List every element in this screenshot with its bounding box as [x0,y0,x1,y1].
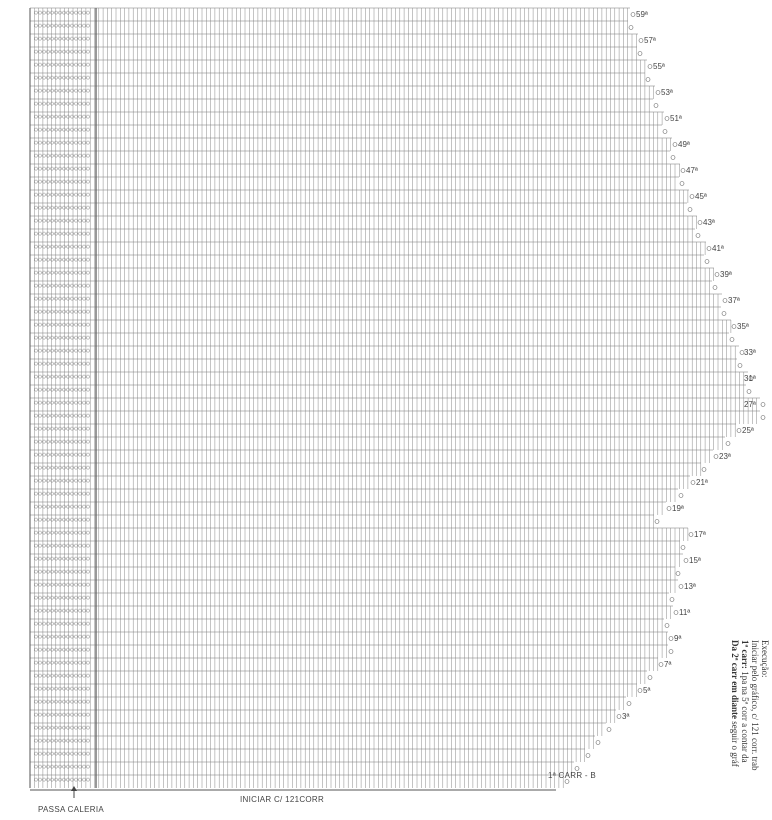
passa-label: PASSA CALERIA [38,805,105,814]
row-label: 51ª [670,114,682,123]
edge-loop [681,169,685,173]
grid-row-stitches [30,164,679,177]
grid-row-stitches [30,255,701,268]
row-label: 45ª [695,192,707,201]
edge-loop [659,663,663,667]
first-row-label: 1ª CARR - B [548,771,597,780]
chart-grid [30,8,760,788]
edge-loop [669,650,673,654]
row-label: 33ª [744,348,756,357]
grid-row-stitches [30,190,688,203]
grid-row-stitches [30,502,662,515]
row-label: 17ª [694,530,706,539]
grid-row-stitches [30,593,666,606]
edge-loop [648,65,652,69]
grid-row-stitches [30,632,666,645]
edge-loop [738,364,742,368]
edge-loop [722,312,726,316]
grid-row-stitches [30,151,666,164]
edge-loop [646,78,650,82]
row-labels [622,10,756,721]
row-label: 35ª [737,322,749,331]
arrow-head-icon [71,786,77,791]
grid-row-stitches [30,34,636,47]
grid-row-stitches [30,580,675,593]
row-label: 37ª [728,296,740,305]
start-label: INICIAR C/ 121CORR [240,795,325,804]
row-label: 31ª [744,374,756,383]
grid-row-stitches [30,73,645,86]
grid-row-stitches [30,268,714,281]
row-label: 39ª [720,270,732,279]
edge-loop [698,221,702,225]
row-label: 7ª [664,660,672,669]
grid-row-stitches [30,450,709,463]
grid-row-stitches [30,437,722,450]
edge-loop [586,754,590,758]
edge-loop [696,234,700,238]
grid-row-stitches [30,320,731,333]
edge-loop [654,104,658,108]
edge-loop [655,520,659,524]
row-label: 59ª [636,10,648,19]
grid-row-stitches [30,60,645,73]
grid-row-stitches [30,489,675,502]
edge-loop [627,702,631,706]
row-label: 19ª [672,504,684,513]
grid-row-stitches [30,762,572,775]
edge-loop [656,91,660,95]
grid-row-stitches [30,125,658,138]
edge-loop [676,572,680,576]
grid-row-stitches [30,281,709,294]
edge-loop [680,182,684,186]
grid-row-stitches [30,177,675,190]
grid-row-stitches [30,359,735,372]
grid-row-stitches [30,398,757,411]
chart-bottom-labels [30,771,596,814]
grid-row-stitches [30,554,679,567]
edge-loop [674,611,678,615]
grid-row-stitches [30,645,666,658]
grid-row-stitches [30,411,757,424]
grid-row-stitches [30,138,671,151]
edge-loop [732,325,736,329]
grid-row-stitches [30,749,585,762]
grid-row-stitches [30,723,602,736]
row-label: 21ª [696,478,708,487]
edge-loop [679,585,683,589]
edge-loop [671,156,675,160]
edge-loop [726,442,730,446]
row-label: 27ª [744,400,756,409]
edge-loop [761,416,765,420]
edge-loop [688,208,692,212]
row-label: 43ª [703,218,715,227]
edge-loop [702,468,706,472]
edge-loop [607,728,611,732]
grid-row-stitches [30,424,735,437]
grid-row-stitches [30,567,675,580]
row-label: 3ª [622,712,630,721]
edge-loop [691,481,695,485]
edge-loop [596,741,600,745]
grid-row-stitches [30,671,645,684]
row-label: 9ª [674,634,682,643]
row-label: 13ª [684,582,696,591]
grid-row-stitches [30,203,684,216]
row-label: 25ª [742,426,754,435]
instructions-text [730,640,772,820]
instructions-line-2: 1ª carr: 1pa na 5ª corr a contar da [740,640,750,763]
grid-row-stitches [30,99,649,112]
grid-row-stitches [30,515,654,528]
row-label: 49ª [678,140,690,149]
grid-row-stitches [30,229,692,242]
edge-loop [713,286,717,290]
edge-loop [638,689,642,693]
edge-loop [747,390,751,394]
grid-row-stitches [30,47,636,60]
grid-row-stitches [30,112,662,125]
edge-loop [705,260,709,264]
edge-loop [679,494,683,498]
instructions-heading: Execução: [760,640,770,678]
edge-loop [723,299,727,303]
edge-loop [631,13,635,17]
edge-loop [707,247,711,251]
row-label: 23ª [719,452,731,461]
grid-row-stitches [30,710,615,723]
row-label: 53ª [661,88,673,97]
edge-loop [565,780,569,784]
grid-row-stitches [30,307,718,320]
edge-loop [669,637,673,641]
edge-loop [684,559,688,563]
grid-row-stitches [30,736,593,749]
grid-row-stitches [30,8,628,21]
row-label: 5ª [643,686,651,695]
edge-loop [673,143,677,147]
grid-row-stitches [30,463,701,476]
edge-loop [638,52,642,56]
edge-loop [639,39,643,43]
edge-loop [648,676,652,680]
grid-row-stitches [30,242,705,255]
row-label: 57ª [644,36,656,45]
edge-loop [629,26,633,30]
grid-row-stitches [30,216,697,229]
grid-row-stitches [30,346,735,359]
edge-loop [665,624,669,628]
grid-row-stitches [30,541,679,554]
edge-loop [689,533,693,537]
grid-row-stitches [30,606,671,619]
edge-loop [663,130,667,134]
grid-row-stitches [30,684,636,697]
grid-row-stitches [30,385,744,398]
grid-row-stitches [30,697,623,710]
row-label: 11ª [679,608,691,617]
edge-loop [670,598,674,602]
edge-loop [665,117,669,121]
instructions-line-1: Iniciar pelo gráfico, c/ 121 corr. trab [750,640,760,771]
edge-loop [690,195,694,199]
instructions-line-3: Da 2ª carr em diante seguir o gráf [730,640,740,767]
grid-row-stitches [30,619,662,632]
edge-loop [715,273,719,277]
row-label: 55ª [653,62,665,71]
edge-loop [730,338,734,342]
grid-row-stitches [30,333,727,346]
edge-loop [761,403,765,407]
grid-row-stitches [30,21,628,34]
edge-loop [737,429,741,433]
grid-row-stitches [30,476,688,489]
grid-row-stitches [30,528,688,541]
edge-loop [714,455,718,459]
grid-row-stitches [30,86,654,99]
row-label: 41ª [712,244,724,253]
row-label: 47ª [686,166,698,175]
edge-loop [681,546,685,550]
row-label: 15ª [689,556,701,565]
grid-row-stitches [30,294,718,307]
edge-loop [617,715,621,719]
edge-loop [667,507,671,511]
grid-row-stitches [30,775,563,788]
grid-row-stitches [30,658,658,671]
grid-row-stitches [30,372,744,385]
edge-loop [575,767,579,771]
